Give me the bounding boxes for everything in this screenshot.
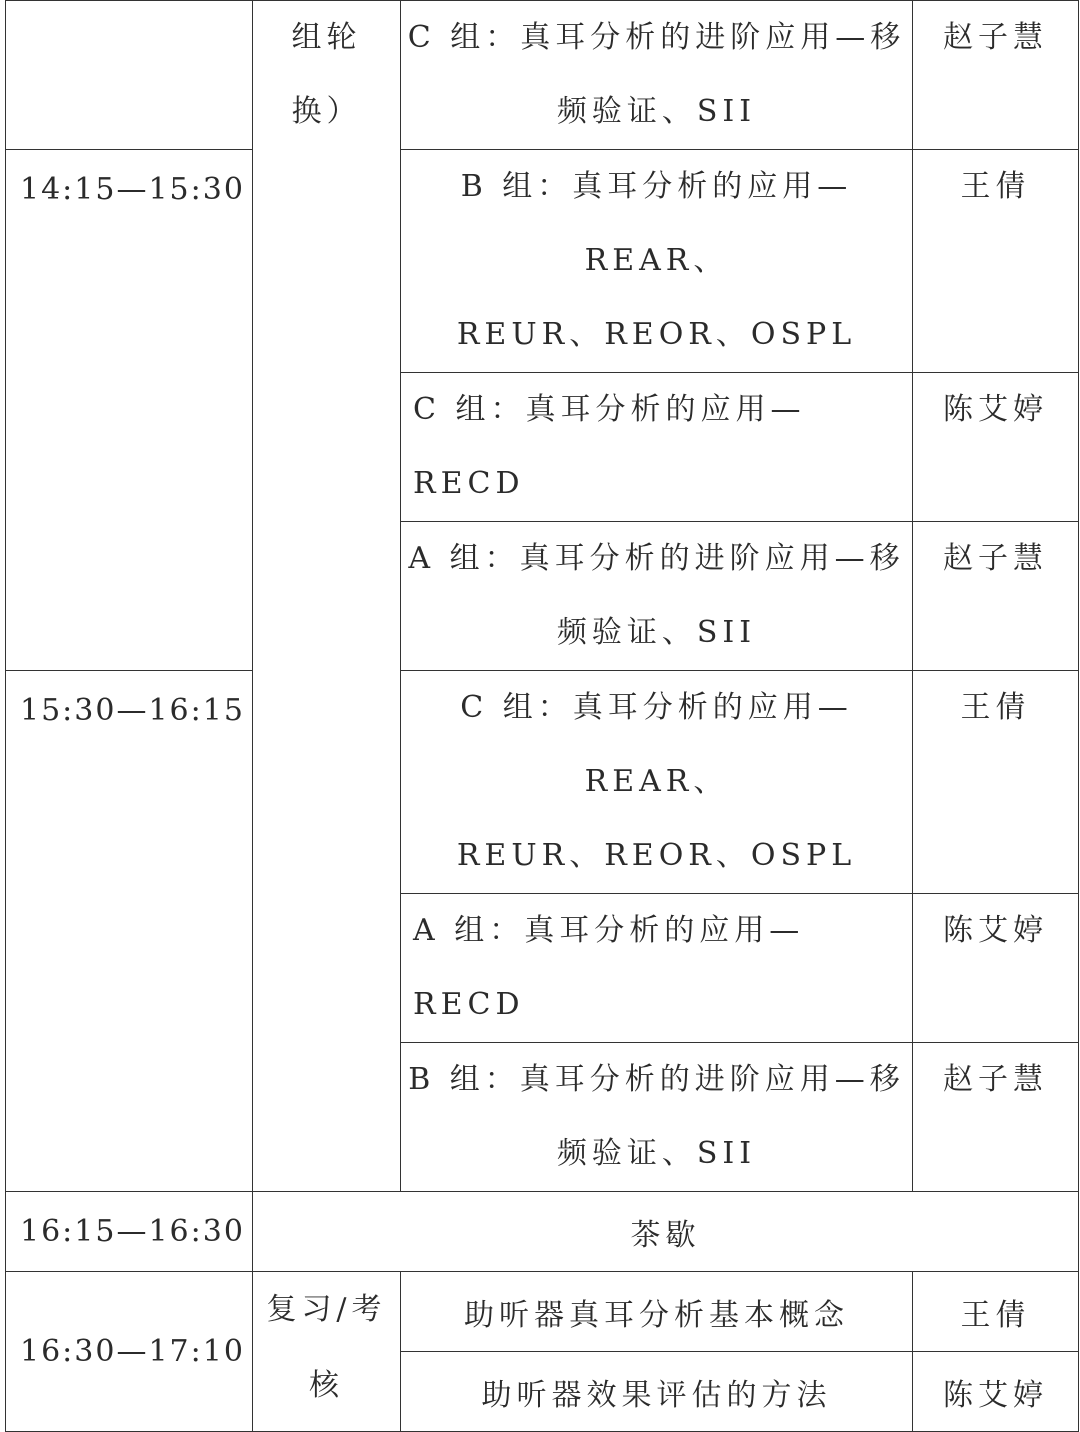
group-line: 换） (291, 94, 362, 129)
group-cell (253, 1272, 401, 1432)
content-cell (401, 522, 913, 671)
teacher-cell: 王倩 (913, 671, 1079, 894)
content-line: 频验证、SII (556, 615, 757, 650)
table-row (6, 1, 1079, 150)
group-line: 组轮 (291, 20, 362, 55)
content-line: C 组：真耳分析的应用—REAR、 (460, 690, 853, 799)
content-cell (401, 894, 913, 1043)
content-line: 频验证、SII (556, 1136, 757, 1171)
time-cell (6, 1, 253, 150)
teacher-cell: 赵子慧 (913, 522, 1079, 671)
content-cell (401, 1043, 913, 1192)
teacher-cell: 赵子慧 (913, 1043, 1079, 1192)
group-line: 核 (309, 1368, 344, 1403)
content-line: C 组：真耳分析的进阶应用—移 (407, 20, 906, 55)
table-row (6, 671, 1079, 894)
teacher-cell: 陈艾婷 (913, 373, 1079, 522)
schedule-table (5, 0, 1079, 1432)
group-cell (253, 1, 401, 1192)
content-line: REUR、REOR、OSPL (456, 317, 857, 352)
content-cell: 助听器真耳分析基本概念 (401, 1272, 913, 1352)
content-cell: 助听器效果评估的方法 (401, 1352, 913, 1432)
content-line: REUR、REOR、OSPL (456, 838, 857, 873)
content-line: A 组：真耳分析的应用—RECD (413, 913, 805, 1022)
content-line: C 组：真耳分析的应用—RECD (413, 392, 806, 501)
content-line: 频验证、SII (556, 94, 757, 129)
content-line: A 组：真耳分析的进阶应用—移 (408, 541, 905, 576)
time-cell: 16:30—17:10 (6, 1272, 253, 1432)
teacher-cell: 王倩 (913, 150, 1079, 373)
content-cell (401, 150, 913, 373)
content-cell (401, 671, 913, 894)
teacher-cell: 赵子慧 (913, 1, 1079, 150)
teacher-cell: 陈艾婷 (913, 894, 1079, 1043)
group-line: 复习/考 (266, 1292, 387, 1327)
table-row (6, 1272, 1079, 1352)
table-row (6, 1192, 1079, 1272)
teacher-cell: 陈艾婷 (913, 1352, 1079, 1432)
teacher-cell: 王倩 (913, 1272, 1079, 1352)
table-row (6, 150, 1079, 373)
content-line: B 组：真耳分析的应用—REAR、 (460, 169, 853, 278)
break-cell: 茶歇 (253, 1192, 1079, 1272)
time-cell: 14:15—15:30 (6, 150, 253, 671)
content-line: B 组：真耳分析的进阶应用—移 (408, 1062, 905, 1097)
content-cell (401, 373, 913, 522)
time-cell: 16:15—16:30 (6, 1192, 253, 1272)
time-cell: 15:30—16:15 (6, 671, 253, 1192)
content-cell (401, 1, 913, 150)
